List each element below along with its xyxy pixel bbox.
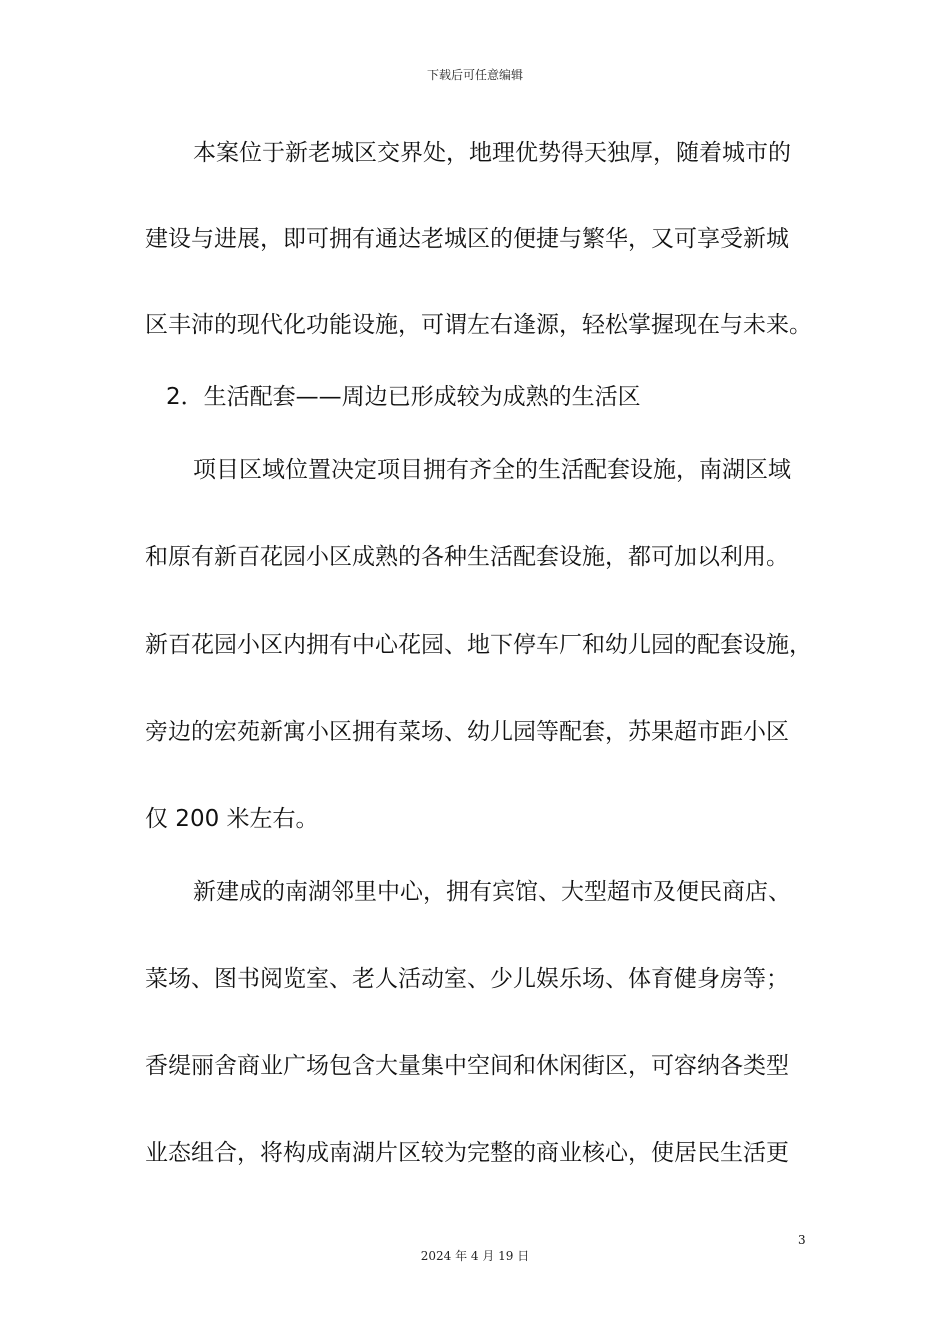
paragraph-line: 本案位于新老城区交界处，地理优势得天独厚，随着城市的 (193, 140, 791, 166)
paragraph-line: 菜场、图书阅览室、老人活动室、少儿娱乐场、体育健身房等； (145, 966, 789, 992)
paragraph-line: 建设与进展，即可拥有通达老城区的便捷与繁华，又可享受新城 (145, 226, 789, 252)
paragraph-line: 新百花园小区内拥有中心花园、地下停车厂和幼儿园的配套设施， (145, 632, 812, 658)
page-number: 3 (798, 1233, 806, 1247)
paragraph-line: 业态组合，将构成南湖片区较为完整的商业核心，使居民生活更 (145, 1140, 789, 1166)
footer-date: 2024 年 4 月 19 日 (420, 1249, 530, 1263)
paragraph-line: 区丰沛的现代化功能设施，可谓左右逢源，轻松掌握现在与未来。 (145, 312, 812, 338)
paragraph-line: 项目区域位置决定项目拥有齐全的生活配套设施，南湖区域 (193, 457, 791, 483)
paragraph-line: 仅 200 米左右。 (145, 806, 319, 832)
paragraph-line: 旁边的宏苑新寓小区拥有菜场、幼儿园等配套，苏果超市距小区 (145, 719, 789, 745)
header-note: 下载后可任意编辑 (426, 68, 523, 82)
section-heading: 2．生活配套——周边已形成较为成熟的生活区 (166, 384, 641, 410)
paragraph-line: 和原有新百花园小区成熟的各种生活配套设施，都可加以利用。 (145, 544, 789, 570)
paragraph-line: 新建成的南湖邻里中心，拥有宾馆、大型超市及便民商店、 (193, 879, 791, 905)
paragraph-line: 香缇丽舍商业广场包含大量集中空间和休闲街区，可容纳各类型 (145, 1053, 789, 1079)
